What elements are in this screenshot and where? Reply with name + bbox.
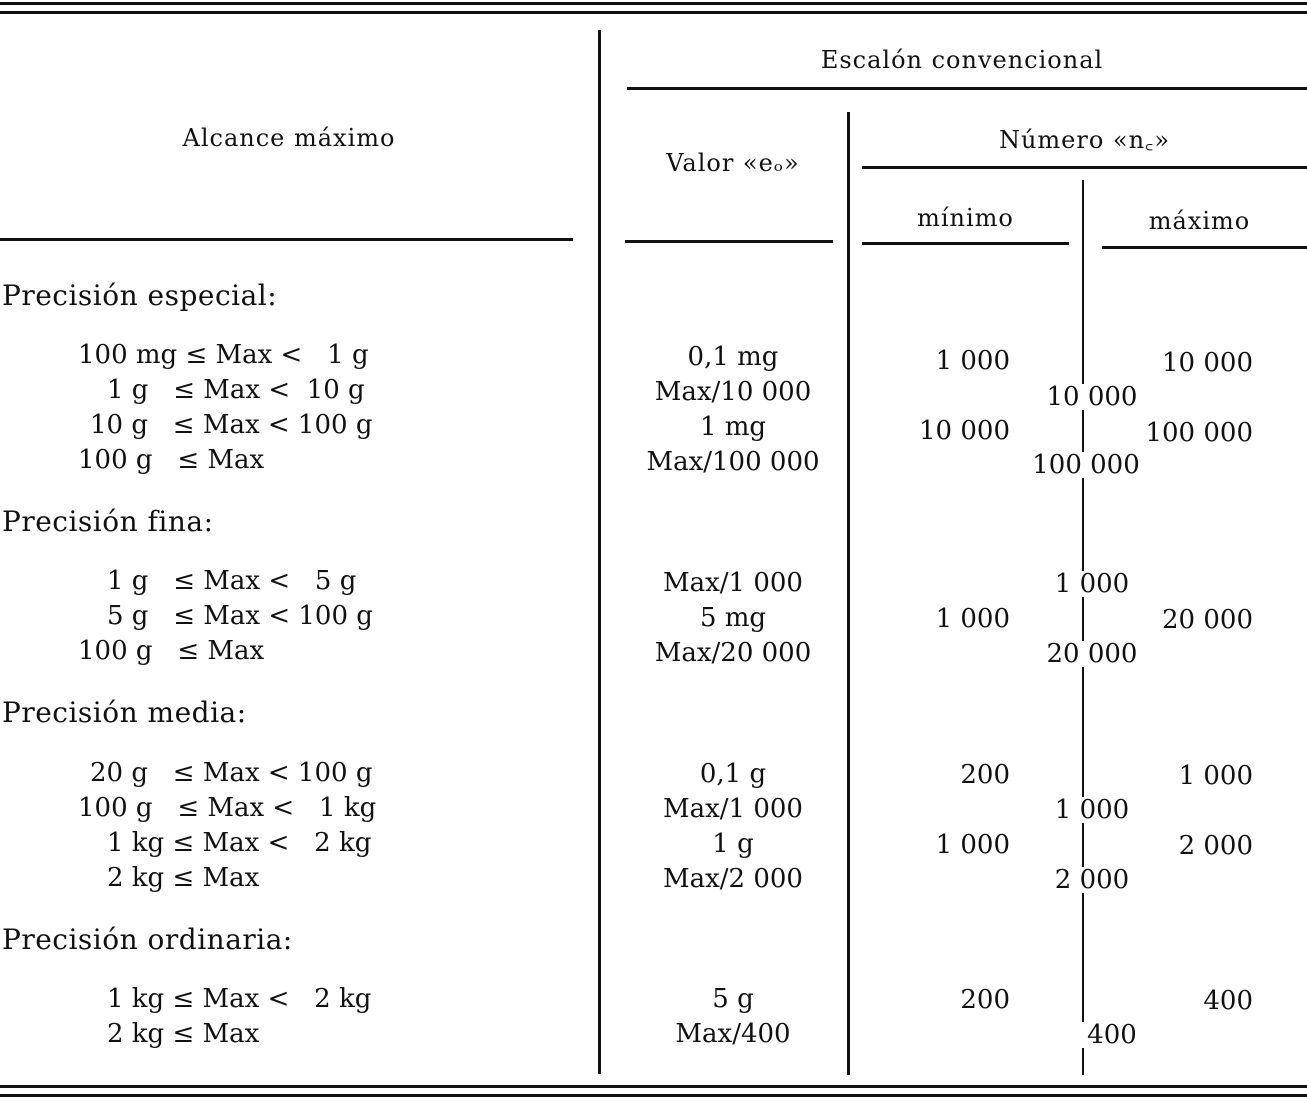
minimo-cell: 200 (960, 760, 1010, 790)
alcance-cell: 1 kg ≤ Max < 2 kg (107, 984, 372, 1014)
header-minimo: mínimo (917, 204, 1014, 232)
valor-cell: Max/400 (675, 1019, 791, 1049)
numero-cell: 1 000 (1022, 797, 1162, 823)
valor-cell: Max/2 000 (663, 864, 803, 894)
alcance-header-rule (0, 238, 573, 241)
alcance-cell: 1 g ≤ Max < 10 g (107, 375, 365, 405)
section-title: Precisión ordinaria: (2, 923, 293, 956)
valor-cell: 1 mg (699, 412, 767, 442)
valor-cell: Max/1 000 (663, 794, 803, 824)
maximo-cell: 100 000 (1145, 418, 1253, 448)
alcance-cell: 5 g ≤ Max < 100 g (107, 601, 373, 631)
alcance-cell: 10 g ≤ Max < 100 g (90, 410, 373, 440)
numero-cell: 10 000 (1012, 384, 1172, 410)
header-alcance: Alcance máximo (182, 124, 396, 152)
numero-cell: 20 000 (1012, 641, 1172, 667)
alcance-cell: 100 g ≤ Max < 1 kg (78, 793, 377, 823)
alcance-cell: 20 g ≤ Max < 100 g (90, 758, 373, 788)
alcance-cell: 100 g ≤ Max (78, 636, 265, 666)
header-numero: Número «n꜀» (998, 126, 1171, 154)
minimo-cell: 10 000 (919, 416, 1010, 446)
alcance-cell: 100 g ≤ Max (78, 445, 265, 475)
minimo-header-rule (862, 242, 1069, 245)
minimo-cell: 1 000 (935, 346, 1010, 376)
maximo-cell: 20 000 (1162, 605, 1253, 635)
valor-cell: 1 g (712, 829, 754, 859)
bottom-rule-outer (0, 1094, 1307, 1097)
alcance-cell: 2 kg ≤ Max (107, 863, 260, 893)
valor-cell: Max/20 000 (654, 638, 812, 668)
escalon-underline (627, 87, 1307, 90)
alcance-cell: 100 mg ≤ Max < 1 g (78, 340, 369, 370)
numero-underline (862, 166, 1307, 169)
bottom-rule-inner (0, 1085, 1307, 1088)
numero-cell: 100 000 (1000, 452, 1172, 478)
valor-cell: 0,1 mg (687, 342, 779, 372)
section-title: Precisión fina: (2, 505, 214, 538)
divider-minimo-maximo (1082, 180, 1084, 1075)
header-valor: Valor «eₒ» (666, 149, 800, 177)
alcance-cell: 2 kg ≤ Max (107, 1019, 260, 1049)
valor-cell: 0,1 g (699, 759, 767, 789)
header-maximo: máximo (1148, 207, 1251, 235)
section-title: Precisión media: (2, 696, 247, 729)
valor-cell: Max/10 000 (654, 377, 812, 407)
top-rule-inner (0, 11, 1307, 14)
numero-cell: 400 (1052, 1022, 1172, 1048)
numero-cell: 1 000 (1022, 571, 1162, 597)
minimo-cell: 1 000 (935, 830, 1010, 860)
maximo-cell: 400 (1203, 986, 1253, 1016)
section-title: Precisión especial: (2, 279, 278, 312)
valor-header-rule (625, 240, 833, 243)
valor-cell: 5 mg (699, 603, 767, 633)
maximo-header-rule (1102, 246, 1307, 249)
alcance-cell: 1 kg ≤ Max < 2 kg (107, 828, 372, 858)
divider-alcance-valor (598, 30, 601, 1074)
valor-cell: 5 g (712, 984, 754, 1014)
valor-cell: Max/1 000 (663, 568, 803, 598)
maximo-cell: 1 000 (1178, 761, 1253, 791)
minimo-cell: 200 (960, 985, 1010, 1015)
header-escalon: Escalón convencional (820, 46, 1104, 74)
maximo-cell: 2 000 (1178, 831, 1253, 861)
maximo-cell: 10 000 (1162, 348, 1253, 378)
minimo-cell: 1 000 (935, 604, 1010, 634)
valor-cell: Max/100 000 (646, 447, 820, 477)
numero-cell: 2 000 (1022, 867, 1162, 893)
top-rule-outer (0, 2, 1307, 5)
alcance-cell: 1 g ≤ Max < 5 g (107, 566, 357, 596)
